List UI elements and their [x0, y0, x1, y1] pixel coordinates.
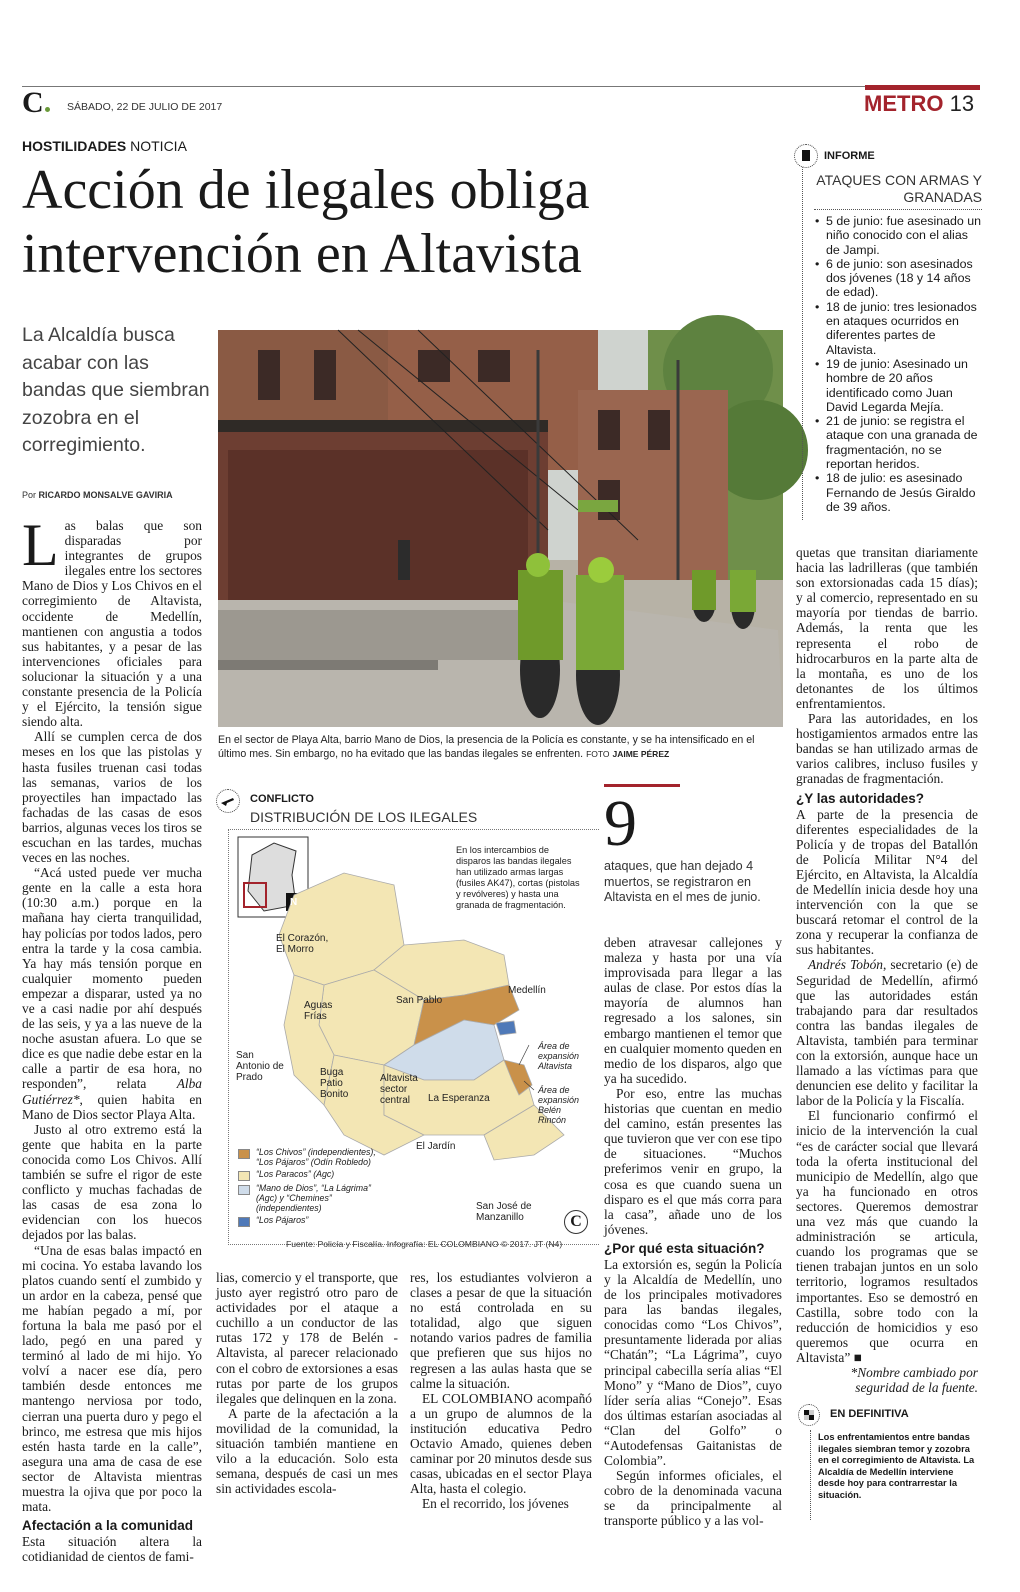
headline: Acción de ilegales obliga intervención en Altavista	[22, 159, 590, 285]
infographic-title: DISTRIBUCIÓN DE LOS ILEGALES	[250, 809, 478, 825]
map-label: Aguas Frías	[304, 1000, 333, 1022]
map-label: San Antonio de Prado	[236, 1050, 284, 1083]
map-label: Altavista sector central	[380, 1073, 418, 1106]
kicker: HOSTILIDADES NOTICIA	[22, 138, 187, 154]
map-label: Área de expansión Altavista	[538, 1041, 580, 1071]
photo-illustration	[218, 330, 783, 727]
legend-swatch	[238, 1185, 250, 1195]
infographic-label: CONFLICTO	[250, 793, 314, 805]
byline: Por RICARDO MONSALVE GAVIRIA	[22, 490, 173, 500]
logo-icon: C	[22, 88, 50, 118]
news-photo	[218, 330, 783, 727]
map-label: San José de Manzanillo	[476, 1201, 532, 1223]
informe-label: INFORME	[824, 150, 875, 162]
column-3: res, los estudiantes volvieron a clases a pesar de que la situación no está controlada en su totalidad, algo que siguen notando varios padres de familia que prefieren que sus hijos no regresen a las aulas hasta que se calme la situación. EL COLOMBIANO acompañó a un grupo de alumnos de la institución educativa Pedro Octavio Amado, quienes deben caminar por 20 minutos desde sus casas, ubicadas en el sector Playa Alta, hasta el colegio. En el recorrido, los jóvenes	[410, 1270, 592, 1512]
deck: La Alcaldía busca acabar con las bandas que siembran zozobra en el corregimiento.	[22, 324, 210, 456]
section-name: METRO 13	[864, 91, 975, 116]
stat-box	[604, 784, 779, 906]
logo-icon: C	[564, 1210, 588, 1234]
map-label: El Corazón, El Morro	[276, 933, 329, 955]
subhead-afectacion: Afectación a la comunidad	[22, 1518, 194, 1534]
infographic	[216, 785, 598, 1255]
en-definitiva-label: EN DEFINITIVA	[830, 1408, 909, 1420]
checker-icon	[798, 1404, 820, 1426]
subhead-por-que: ¿Por qué esta situación?	[604, 1240, 765, 1256]
note-text: En los intercambios de disparos las bandas ilegales han utilizado armas largas (fusiles AK47), cortas (pistolas y revólveres) y hasta una granada de fragmentación.	[456, 845, 580, 910]
header-date: SÁBADO, 22 DE JULIO DE 2017	[67, 101, 223, 113]
legend-item: “Los Pájaros”	[238, 1215, 388, 1227]
header-rule	[22, 86, 980, 87]
informe-title: ATAQUES CON ARMAS Y GRANADAS	[816, 172, 982, 205]
page-header	[22, 86, 980, 120]
column-2: lias, comercio y el transporte, que justo ayer registró otro paro de actividades por el ataque a cuchillo a un conductor de las rutas 172 y 178 de Belén - Altavista, al parecer relacionado con el cobro de extorsiones a esas rutas por parte de los grupos ilegales que delinquen en la zona. A parte de la afectación a la movilidad de la comunidad, la situación también mantiene en vilo a la educación. Solo esta semana, después de casi un mes sin actividades escola-	[216, 1270, 398, 1497]
gun-icon	[216, 789, 240, 813]
map-label: San Pablo	[396, 995, 443, 1006]
column-5: quetas que transitan diariamente hacia las ladrilleras (que también son extorsionadas cada 15 días); y al comercio, representado en su mayoría por tiendas de barrio. Además, la renta que les representa el robo de hidrocarburos en la parte alta de la montaña, es uno de los detonantes de los últimos enfrentamientos. Para las autoridades, en los hostigamientos armados entre las bandas se han utilizado armas de varios calibres, incluso fusiles y granadas de fragmentación. ¿Y las autoridades? A parte de la presencia de diferentes especialidades de la Policía y de tropas del Batallón de Policía Militar N°4 del Ejército, en Altavista, la Alcaldía de Medellín inicia desde hoy una intervención con la que se buscará retomar el control de la zona y recuperar la confianza de sus habitantes. Andrés Tobón, secretario (e) de Seguridad de Medellín, afirmó que las autoridades están trabajando para dar resultados contra las bandas ilegales de Altavista, también para terminar con la extorsión, aunque hace un llamado a las víctimas para que denuncien ese delito y facilitar la labor de la Policía y la Fiscalía. El funcionario confirmó el inicio de la intervención la cual “es de carácter social que llevará toda la oferta institucional del municipio de Medellín, algo que ya ha funcionado en otros sectores. Queremos demostrar una vez más que cuando la administración se articula, cuando los programas que se tienen trabajan juntos en un solo territorio, logramos resultados importantes. Eso se demostró en Castilla, sobre todo con la reducción de homicidios y eso queremos que ocurra en Altavista” ■ *Nombre cambiado por seguridad de la fuente.	[796, 545, 978, 1396]
map-label: La Esperanza	[428, 1093, 490, 1104]
list-item: • 18 de julio: es asesinado Fernando de Jesús Giraldo de 39 años.	[814, 471, 982, 514]
legend-swatch	[238, 1149, 250, 1159]
informe-box	[812, 144, 982, 524]
photo-caption: En el sector de Playa Alta, barrio Mano de Dios, la presencia de la Policía es constante, y se ha intensificado en el último mes. Sin embargo, no ha evitado que las bandas ilegales se enfrenten. FOTO JAIME PÉREZ	[218, 734, 755, 760]
legend-swatch	[238, 1217, 250, 1227]
subhead-autoridades: ¿Y las autoridades?	[796, 790, 925, 806]
list-item: • 6 de junio: son asesinados dos jóvenes (18 y 14 años de edad).	[814, 257, 982, 300]
informe-left-rule	[802, 160, 803, 520]
map-label: Área de expansión Belén Rincón	[538, 1085, 580, 1125]
list-item: • 18 de junio: tres lesionados en ataques ocurridos en diferentes partes de Altavista.	[814, 300, 982, 357]
infographic-source: Fuente: Policía y Fiscalía. Infografía: EL COLOMBIANO © 2017. JT (N4)	[286, 1239, 563, 1249]
stat-number: 9	[604, 787, 637, 860]
drop-cap: L	[22, 512, 59, 578]
column-4: deben atravesar callejones y maleza y hasta por una vía improvisada para llegar a las aulas de clase. Por estos días la mayoría de alumnos han regresado a los salones, sin embargo mantienen el temor que en cualquier momento queden en medio de los disparos, algo que ya ha sucedido. Por eso, entre las muchas historias que cuentan en medio del camino, están presentes las que tuvieron que ver con ese tipo de situaciones. “Muchos preferimos venir en grupo, la cosa es que cuando suena un disparo es el que más corra para la casa”, añade uno de los jóvenes. ¿Por qué esta situación? La extorsión es, según la Policía y la Alcaldía de Medellín, uno de los principales motivadores para las bandas ilegales, conocidas como “Los Chivos”, presuntamente liderada por alias “Chatán”; “La Lágrima”, cuyo principal cabecilla sería alias “El Mono” y “Mano de Dios”, cuyo líder sería alias “Conejo”. Esas dos últimas estarían asociadas al “Clan del Golfo” o “Autodefensas Gaitanistas de Colombia”. Según informes oficiales, el cobro de la denominada vacuna se da principalmente al transporte público y a las vol-	[604, 935, 782, 1529]
map-label: Buga Patio Bonito	[320, 1067, 349, 1100]
legend-swatch	[238, 1171, 250, 1181]
en-definitiva-box	[796, 1400, 980, 1524]
informe-list	[814, 214, 982, 514]
map-legend	[238, 1147, 388, 1229]
north-icon: N	[290, 897, 298, 908]
list-item: • 5 de junio: fue asesinado un niño conocido con el alias de Jampi.	[814, 214, 982, 257]
map-label: El Jardín	[416, 1141, 456, 1152]
list-item: • 19 de junio: Asesinado un hombre de 20 años identificado como Juan David Legarda Mejía.	[814, 357, 982, 414]
section-bar	[865, 85, 980, 90]
legend-item: “Los Paracos” (Agc)	[238, 1169, 388, 1181]
legend-item: “Los Chivos” (independientes), “Los Pájaros” (Odín Robledo)	[238, 1147, 388, 1167]
en-definitiva-text: Los enfrentamientos entre bandas ilegales siembran temor y zozobra en el corregimiento de Altavista. La Alcaldía de Medellín interviene desde hoy para contrarrestar la situación.	[818, 1432, 975, 1500]
document-icon	[794, 144, 818, 168]
stat-text: ataques, que han dejado 4 muertos, se registraron en Altavista en el mes de junio.	[604, 859, 761, 904]
list-item: • 21 de junio: se registra el ataque con una granada de fragmentación, no se reportan heridos.	[814, 414, 982, 471]
column-1: Las balas que son disparadas por integrantes de grupos ilegales entre los sectores Mano de Dios y Los Chivos en el corregimiento de Altavista, occidente de Medellín, mantienen con angustia a todos sus habitantes, y a pesar de las intervenciones oficiales para solucionar la situación y a una constante presencia de la Policía y el Ejército, la tensión sigue siendo alta. Allí se cumplen cerca de dos meses en los que las pistolas y hasta fusiles truenan casi todas las semanas, varios de los proyectiles han impactado las fachadas de las casas de esos barrios, algunas veces los tiros se escuchan en las tardes, muchas veces en las noches. “Acá usted puede ver mucha gente en la calle a esta hora (10:30 a.m.) porque en la mañana hay cierta tranquilidad, hay policías por todos lados, pero entra la tarde y la cosa cambia. Ya hay más tensión porque en cualquier momento pueden empezar a disparar, usted ya no ve a casi nadie por ahí después de las seis, y ya a las nueve de la noche asustan afuera. Lo que se dice es que nadie debe estar en la calle a partir de esa hora, no responden”, relata Alba Gutiérrez*, quien habita en Mano de Dios sector Playa Alta. Justo al otro extremo está la gente que habita en la parte conocida como Los Chivos. Allí también se sufre el rigor de este conflicto y muchas fachadas de las casas de esa zona lo evidencian con los huecos dejados por las balas. “Una de esas balas impactó en mi cocina. Yo estaba lavando los platos cuando sentí el zumbido y un ardor en la cabeza, pensé que me habían pegado a mí, por fortuna la bala me pasó por el lado, pegó en una pared y terminó al lado de mi hijo. Yo volví a nacer ese día, pero también desde entonces me mantengo nerviosa por todo, cierran una puerta duro y pego el brinco, me estresa que mis hijos estén hasta tarde en la calle”, asegura una ama de casa de ese sector de Altavista mientras muestra la ojiva que por poco la mata. Afectación a la comunidad Esta situación altera la cotidianidad de cientos de fami-	[22, 512, 202, 1565]
map-label: Medellín	[508, 985, 546, 996]
legend-item: “Mano de Dios”, “La Lágrima” (Agc) y “Chemines” (independientes)	[238, 1183, 388, 1213]
